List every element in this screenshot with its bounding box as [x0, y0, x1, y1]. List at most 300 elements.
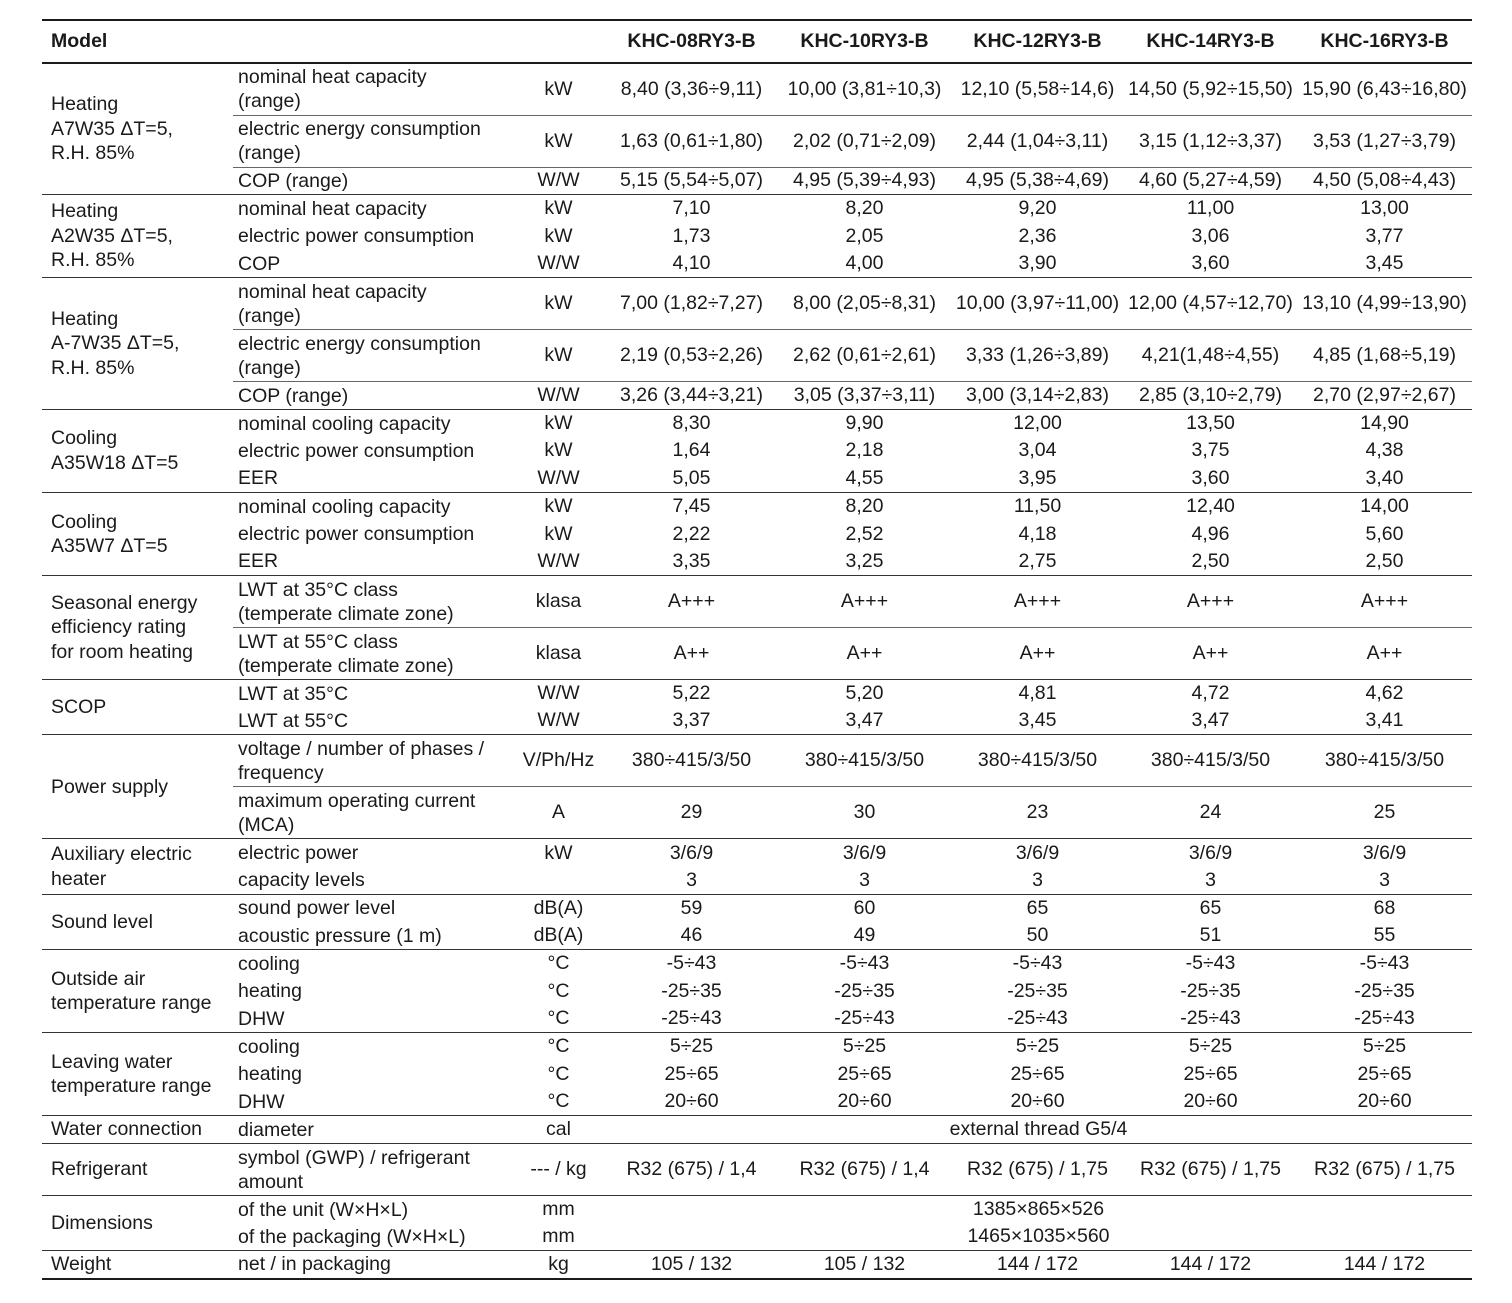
value-cell: 8,20 — [778, 493, 951, 521]
value-cell: -25÷35 — [1180, 979, 1241, 1002]
unit-cell: W/W — [512, 167, 605, 195]
value-cell: 2,52 — [845, 522, 884, 545]
value-cell: 2,85 (3,10÷2,79) — [1124, 382, 1297, 410]
value-cell: -25÷43 — [834, 1007, 895, 1030]
value-cell: 13,50 — [1124, 409, 1297, 437]
unit-cell: V/Ph/Hz — [512, 735, 605, 787]
value-cell: -5÷43 — [605, 950, 778, 978]
parameter-label: electric energy consumption (range) — [233, 115, 512, 167]
value-cell: 12,40 — [1124, 493, 1297, 521]
value-cell: 29 — [605, 787, 778, 839]
value-cell: 3,04 — [1018, 439, 1057, 462]
value-cell: 3,41 — [1365, 709, 1404, 732]
table-row — [42, 1144, 1472, 1196]
value-cell: R32 (675) / 1,4 — [605, 1144, 778, 1196]
value-cell: -25÷43 — [661, 1007, 722, 1030]
value-cell: A+++ — [778, 576, 951, 628]
value-cell: 25÷65 — [664, 1062, 719, 1085]
value-cell: 3,00 (3,14÷2,83) — [951, 382, 1124, 410]
value-cell: 5÷25 — [1297, 1033, 1472, 1061]
parameter-label: maximum operating current (MCA) — [233, 787, 512, 839]
group-label: Outside air temperature range — [42, 950, 233, 1033]
value-cell: -5÷43 — [778, 950, 951, 978]
unit-cell: W/W — [537, 709, 580, 732]
table-row — [42, 115, 1472, 167]
value-cell: 2,05 — [845, 224, 884, 247]
value-cell: 380÷415/3/50 — [1124, 735, 1297, 787]
group-label: Heating A2W35 ΔT=5, R.H. 85% — [42, 195, 233, 278]
value-cell: A+++ — [1124, 576, 1297, 628]
value-cell: 7,10 — [605, 195, 778, 223]
value-cell: 4,50 (5,08÷4,43) — [1297, 167, 1472, 195]
value-cell: 68 — [1297, 894, 1472, 922]
unit-cell: kW — [512, 278, 605, 330]
value-cell: 3,90 — [1018, 252, 1057, 275]
value-cell: 3/6/9 — [1124, 839, 1297, 867]
parameter-label: COP — [238, 252, 281, 275]
value-cell: A+++ — [951, 576, 1124, 628]
unit-cell: °C — [512, 950, 605, 978]
value-cell: A+++ — [605, 576, 778, 628]
value-cell: 4,95 (5,39÷4,93) — [778, 167, 951, 195]
table-row — [42, 1251, 1472, 1279]
value-cell: 105 / 132 — [605, 1251, 778, 1279]
unit-cell: kW — [544, 224, 573, 247]
value-cell: 14,90 — [1297, 409, 1472, 437]
value-cell: R32 (675) / 1,75 — [1297, 1144, 1472, 1196]
value-cell: -5÷43 — [1124, 950, 1297, 978]
value-cell: 4,81 — [951, 680, 1124, 708]
value-cell: 3,95 — [1018, 466, 1057, 489]
parameter-label: nominal cooling capacity — [233, 493, 512, 521]
value-cell: 7,00 (1,82÷7,27) — [605, 278, 778, 330]
table-row — [42, 250, 1472, 278]
parameter-label: electric power consumption — [238, 523, 475, 546]
unit-cell: W/W — [537, 252, 580, 275]
unit-cell: kg — [512, 1251, 605, 1279]
value-cell: 11,00 — [1124, 195, 1297, 223]
value-cell: 2,44 (1,04÷3,11) — [951, 115, 1124, 167]
value-cell: 4,72 — [1124, 680, 1297, 708]
group-label: Sound level — [42, 894, 233, 949]
value-cell: -25÷35 — [834, 979, 895, 1002]
value-cell: A++ — [951, 628, 1124, 680]
shared-value-cell: external thread G5/4 — [605, 1116, 1472, 1144]
value-cell: 3,26 (3,44÷3,21) — [605, 382, 778, 410]
value-cell: 12,00 — [951, 409, 1124, 437]
value-cell: R32 (675) / 1,75 — [951, 1144, 1124, 1196]
value-cell: 3,37 — [672, 709, 711, 732]
value-cell: 20÷60 — [837, 1090, 892, 1113]
value-cell: 24 — [1124, 787, 1297, 839]
value-cell: 20÷60 — [1010, 1090, 1065, 1113]
value-cell: 3,47 — [1191, 709, 1230, 732]
parameter-label: voltage / number of phases / frequency — [233, 735, 512, 787]
value-cell: 4,55 — [845, 466, 884, 489]
value-cell: 3 — [1032, 868, 1043, 891]
value-cell: 4,00 — [845, 252, 884, 275]
unit-cell: °C — [512, 1033, 605, 1061]
parameter-label: cooling — [233, 950, 512, 978]
group-label: Weight — [42, 1251, 233, 1279]
value-cell: 1,63 (0,61÷1,80) — [605, 115, 778, 167]
value-cell: 4,96 — [1191, 522, 1230, 545]
group-label: Auxiliary electric heater — [42, 839, 233, 894]
value-cell: 4,21(1,48÷4,55) — [1124, 330, 1297, 382]
value-cell: 2,18 — [845, 439, 884, 462]
value-cell: 2,22 — [672, 522, 711, 545]
parameter-label: nominal cooling capacity — [233, 409, 512, 437]
table-row — [42, 867, 1472, 895]
value-cell: 4,38 — [1365, 439, 1404, 462]
value-cell: 3,15 (1,12÷3,37) — [1124, 115, 1297, 167]
value-cell: 10,00 (3,81÷10,3) — [778, 63, 951, 115]
value-cell: 2,36 — [1018, 224, 1057, 247]
value-cell: 3 — [1205, 868, 1216, 891]
value-cell: -25÷35 — [1354, 979, 1415, 1002]
unit-cell — [512, 867, 605, 895]
value-cell: -25÷43 — [1180, 1007, 1241, 1030]
value-cell: 60 — [778, 894, 951, 922]
group-label: Power supply — [42, 735, 233, 839]
parameter-label: heating — [238, 1063, 302, 1086]
shared-value-cell: 1385×865×526 — [605, 1196, 1472, 1224]
parameter-label: DHW — [238, 1090, 285, 1113]
value-cell: 3 — [1379, 868, 1390, 891]
table-row — [42, 787, 1472, 839]
value-cell: 3,77 — [1365, 224, 1404, 247]
unit-cell: kW — [544, 439, 573, 462]
value-cell: 12,10 (5,58÷14,6) — [951, 63, 1124, 115]
unit-cell: kW — [512, 115, 605, 167]
value-cell: R32 (675) / 1,75 — [1124, 1144, 1297, 1196]
group-label: Heating A7W35 ΔT=5, R.H. 85% — [42, 63, 233, 195]
table-row — [42, 382, 1472, 410]
table-row — [42, 1223, 1472, 1251]
group-label: Dimensions — [42, 1196, 233, 1251]
value-cell: 1,73 — [672, 224, 711, 247]
value-cell: 5÷25 — [951, 1033, 1124, 1061]
unit-cell: klasa — [512, 576, 605, 628]
value-cell: 4,95 (5,38÷4,69) — [951, 167, 1124, 195]
table-row — [42, 628, 1472, 680]
unit-cell: kW — [512, 839, 605, 867]
value-cell: 144 / 172 — [951, 1251, 1124, 1279]
value-cell: 4,85 (1,68÷5,19) — [1297, 330, 1472, 382]
parameter-label: LWT at 35°C class (temperate climate zone) — [233, 576, 512, 628]
unit-cell: °C — [547, 1090, 570, 1113]
value-cell: A++ — [1297, 628, 1472, 680]
value-cell: 3,05 (3,37÷3,11) — [778, 382, 951, 410]
value-cell: 5,60 — [1365, 522, 1404, 545]
value-cell: 105 / 132 — [778, 1251, 951, 1279]
table-row — [42, 1116, 1472, 1144]
value-cell: 59 — [605, 894, 778, 922]
spec-body — [42, 63, 1472, 1279]
parameter-label: nominal heat capacity — [233, 195, 512, 223]
parameter-label: LWT at 35°C — [233, 680, 512, 708]
table-row — [42, 707, 1472, 735]
model-header: Model — [42, 20, 605, 63]
parameter-label: electric power consumption — [238, 225, 475, 248]
value-cell: 7,45 — [605, 493, 778, 521]
value-cell: 3,06 — [1191, 224, 1230, 247]
value-cell: -25÷43 — [1354, 1007, 1415, 1030]
value-cell: 380÷415/3/50 — [778, 735, 951, 787]
model-column-header: KHC-10RY3-B — [778, 20, 951, 63]
table-row — [42, 493, 1472, 521]
unit-cell: dB(A) — [533, 924, 584, 947]
value-cell: 46 — [680, 924, 703, 947]
value-cell: 4,60 (5,27÷4,59) — [1124, 167, 1297, 195]
unit-cell: W/W — [537, 549, 580, 572]
value-cell: -5÷43 — [951, 950, 1124, 978]
value-cell: 2,02 (0,71÷2,09) — [778, 115, 951, 167]
unit-cell: W/W — [512, 680, 605, 708]
value-cell: A++ — [778, 628, 951, 680]
value-cell: 8,40 (3,36÷9,11) — [605, 63, 778, 115]
value-cell: 15,90 (6,43÷16,80) — [1297, 63, 1472, 115]
value-cell: 5,20 — [778, 680, 951, 708]
table-row — [42, 167, 1472, 195]
unit-cell: cal — [512, 1116, 605, 1144]
table-row — [42, 278, 1472, 330]
value-cell: 14,50 (5,92÷15,50) — [1124, 63, 1297, 115]
unit-cell: kW — [544, 522, 573, 545]
value-cell: 3/6/9 — [951, 839, 1124, 867]
unit-cell: kW — [512, 63, 605, 115]
value-cell: 5,22 — [605, 680, 778, 708]
value-cell: 380÷415/3/50 — [1297, 735, 1472, 787]
parameter-label: nominal heat capacity (range) — [233, 63, 512, 115]
unit-cell: kW — [512, 195, 605, 223]
value-cell: 3,45 — [1018, 709, 1057, 732]
parameter-label: symbol (GWP) / refrigerant amount — [233, 1144, 512, 1196]
table-row — [42, 1005, 1472, 1033]
group-label: Cooling A35W7 ΔT=5 — [42, 493, 233, 576]
value-cell: 2,62 (0,61÷2,61) — [778, 330, 951, 382]
value-cell: 25÷65 — [1183, 1062, 1238, 1085]
parameter-label: EER — [238, 550, 279, 573]
value-cell: A+++ — [1297, 576, 1472, 628]
value-cell: 5÷25 — [605, 1033, 778, 1061]
model-column-header: KHC-12RY3-B — [951, 20, 1124, 63]
value-cell: 4,10 — [672, 252, 711, 275]
unit-cell: klasa — [512, 628, 605, 680]
value-cell: 30 — [778, 787, 951, 839]
value-cell: 144 / 172 — [1124, 1251, 1297, 1279]
unit-cell: mm — [512, 1196, 605, 1224]
value-cell: 9,20 — [951, 195, 1124, 223]
parameter-label: of the unit (W×H×L) — [233, 1196, 512, 1224]
table-row — [42, 576, 1472, 628]
value-cell: 3,25 — [845, 549, 884, 572]
value-cell: 25÷65 — [1010, 1062, 1065, 1085]
table-row — [42, 1033, 1472, 1061]
value-cell: 3,35 — [672, 549, 711, 572]
value-cell: 14,00 — [1297, 493, 1472, 521]
value-cell: 8,20 — [778, 195, 951, 223]
table-row — [42, 63, 1472, 115]
unit-cell: W/W — [512, 382, 605, 410]
table-row — [42, 680, 1472, 708]
parameter-label: nominal heat capacity (range) — [233, 278, 512, 330]
parameter-label: electric energy consumption (range) — [233, 330, 512, 382]
table-row — [42, 195, 1472, 223]
table-row — [42, 548, 1472, 576]
value-cell: 8,00 (2,05÷8,31) — [778, 278, 951, 330]
value-cell: 3,53 (1,27÷3,79) — [1297, 115, 1472, 167]
value-cell: -25÷43 — [1007, 1007, 1068, 1030]
parameter-label: LWT at 55°C class (temperate climate zone) — [233, 628, 512, 680]
value-cell: 12,00 (4,57÷12,70) — [1124, 278, 1297, 330]
table-row — [42, 1088, 1472, 1116]
value-cell: 13,00 — [1297, 195, 1472, 223]
value-cell: 380÷415/3/50 — [605, 735, 778, 787]
value-cell: 2,19 (0,53÷2,26) — [605, 330, 778, 382]
value-cell: -5÷43 — [1297, 950, 1472, 978]
table-row — [42, 520, 1472, 548]
model-column-header: KHC-16RY3-B — [1297, 20, 1472, 63]
parameter-label: acoustic pressure (1 m) — [238, 924, 442, 947]
value-cell: 50 — [1026, 924, 1049, 947]
unit-cell: kW — [512, 330, 605, 382]
value-cell: 3,60 — [1191, 252, 1230, 275]
value-cell: 20÷60 — [664, 1090, 719, 1113]
parameter-label: net / in packaging — [233, 1251, 512, 1279]
value-cell: 3/6/9 — [605, 839, 778, 867]
parameter-label: DHW — [238, 1007, 285, 1030]
value-cell: 65 — [951, 894, 1124, 922]
table-row — [42, 1196, 1472, 1224]
value-cell: R32 (675) / 1,4 — [778, 1144, 951, 1196]
value-cell: 49 — [853, 924, 876, 947]
parameter-label: diameter — [233, 1116, 512, 1144]
value-cell: 4,62 — [1297, 680, 1472, 708]
value-cell: 20÷60 — [1357, 1090, 1412, 1113]
table-row — [42, 1060, 1472, 1088]
value-cell: 25 — [1297, 787, 1472, 839]
value-cell: 3,33 (1,26÷3,89) — [951, 330, 1124, 382]
unit-cell: --- / kg — [512, 1144, 605, 1196]
value-cell: 25÷65 — [1357, 1062, 1412, 1085]
value-cell: 20÷60 — [1183, 1090, 1238, 1113]
unit-cell: °C — [547, 1062, 570, 1085]
unit-cell: dB(A) — [512, 894, 605, 922]
header-row — [42, 20, 1472, 63]
unit-cell: °C — [547, 1007, 570, 1030]
parameter-label: capacity levels — [238, 869, 365, 892]
value-cell: 3,47 — [845, 709, 884, 732]
parameter-label: electric power consumption — [238, 439, 475, 462]
value-cell: A++ — [605, 628, 778, 680]
parameter-label: COP (range) — [233, 382, 512, 410]
table-row — [42, 330, 1472, 382]
value-cell: 3,60 — [1191, 466, 1230, 489]
parameter-label: EER — [238, 467, 279, 490]
value-cell: 2,70 (2,97÷2,67) — [1297, 382, 1472, 410]
parameter-label: cooling — [233, 1033, 512, 1061]
parameter-label: heating — [238, 980, 302, 1003]
table-row — [42, 409, 1472, 437]
value-cell: -25÷35 — [661, 979, 722, 1002]
unit-cell: W/W — [537, 466, 580, 489]
value-cell: 3/6/9 — [1297, 839, 1472, 867]
value-cell: 3,75 — [1191, 439, 1230, 462]
table-row — [42, 977, 1472, 1005]
value-cell: 2,50 — [1365, 549, 1404, 572]
value-cell: 11,50 — [951, 493, 1124, 521]
value-cell: 10,00 (3,97÷11,00) — [951, 278, 1124, 330]
value-cell: 2,75 — [1018, 549, 1057, 572]
value-cell: 5,05 — [672, 466, 711, 489]
value-cell: 23 — [951, 787, 1124, 839]
value-cell: 55 — [1373, 924, 1396, 947]
shared-value-cell: 1465×1035×560 — [967, 1225, 1110, 1248]
value-cell: 1,64 — [672, 439, 711, 462]
parameter-label: sound power level — [233, 894, 512, 922]
model-column-header: KHC-08RY3-B — [605, 20, 778, 63]
value-cell: 5÷25 — [1124, 1033, 1297, 1061]
value-cell: 5÷25 — [778, 1033, 951, 1061]
value-cell: 5,15 (5,54÷5,07) — [605, 167, 778, 195]
group-label: Water connection — [42, 1116, 233, 1144]
unit-cell: A — [512, 787, 605, 839]
table-row — [42, 839, 1472, 867]
group-label: Cooling A35W18 ΔT=5 — [42, 409, 233, 492]
value-cell: 144 / 172 — [1297, 1251, 1472, 1279]
value-cell: A++ — [1124, 628, 1297, 680]
unit-cell: °C — [547, 979, 570, 1002]
value-cell: 380÷415/3/50 — [951, 735, 1124, 787]
table-row — [42, 894, 1472, 922]
table-row — [42, 922, 1472, 950]
value-cell: 2,50 — [1191, 549, 1230, 572]
group-label: Refrigerant — [42, 1144, 233, 1196]
value-cell: 25÷65 — [837, 1062, 892, 1085]
value-cell: 13,10 (4,99÷13,90) — [1297, 278, 1472, 330]
parameter-label: COP (range) — [233, 167, 512, 195]
value-cell: 4,18 — [1018, 522, 1057, 545]
parameter-label: LWT at 55°C — [238, 709, 349, 732]
unit-cell: kW — [512, 493, 605, 521]
value-cell: 3,40 — [1365, 466, 1404, 489]
group-label: SCOP — [42, 680, 233, 735]
group-label: Leaving water temperature range — [42, 1033, 233, 1116]
model-column-header: KHC-14RY3-B — [1124, 20, 1297, 63]
value-cell: 9,90 — [778, 409, 951, 437]
group-label: Seasonal energy efficiency rating for room heating — [42, 576, 233, 680]
value-cell: 8,30 — [605, 409, 778, 437]
group-label: Heating A-7W35 ΔT=5, R.H. 85% — [42, 278, 233, 410]
unit-cell: mm — [542, 1225, 575, 1248]
value-cell: 3,45 — [1365, 252, 1404, 275]
spec-table — [42, 19, 1472, 1280]
value-cell: -25÷35 — [1007, 979, 1068, 1002]
parameter-label: electric power — [233, 839, 512, 867]
table-row — [42, 735, 1472, 787]
value-cell: 3 — [859, 868, 870, 891]
unit-cell: kW — [512, 409, 605, 437]
value-cell: 3 — [686, 868, 697, 891]
value-cell: 51 — [1199, 924, 1222, 947]
table-row — [42, 437, 1472, 465]
table-row — [42, 222, 1472, 250]
table-row — [42, 950, 1472, 978]
value-cell: 3/6/9 — [778, 839, 951, 867]
table-row — [42, 465, 1472, 493]
value-cell: 65 — [1124, 894, 1297, 922]
